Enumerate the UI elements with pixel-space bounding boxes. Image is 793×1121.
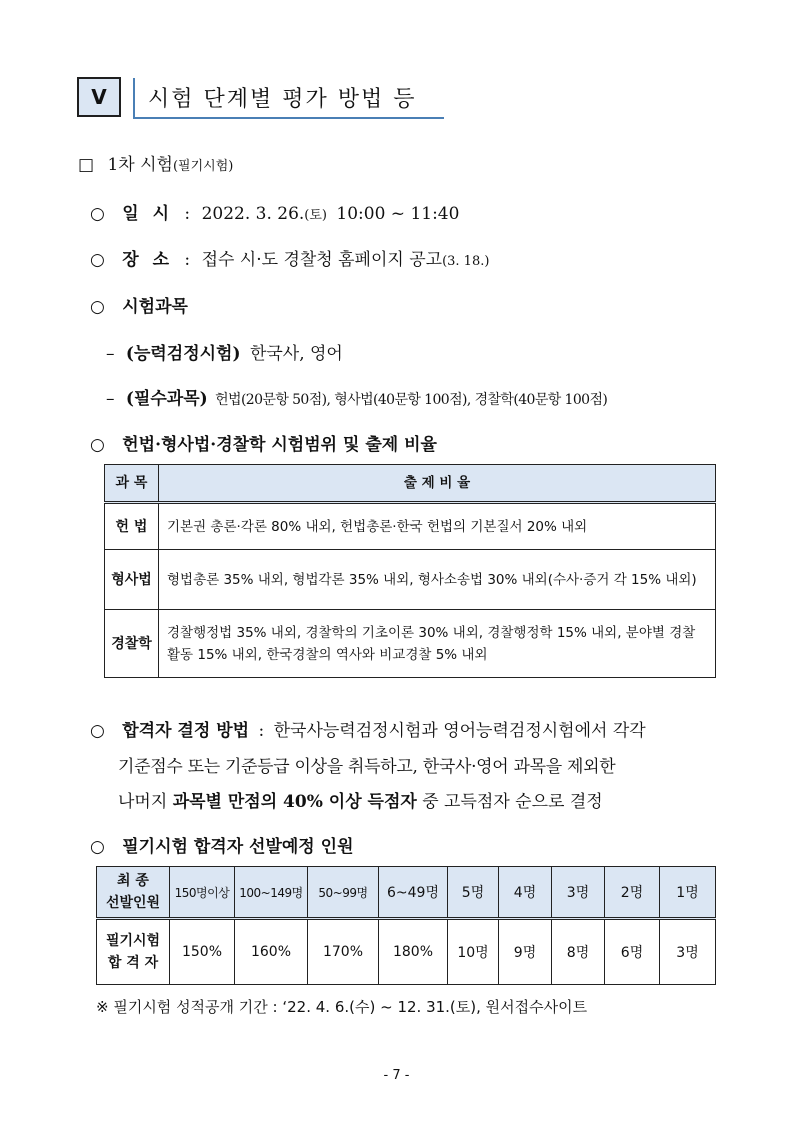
table-row (105, 503, 716, 550)
quota-row-header-written-b: 합 격 자 (107, 955, 159, 971)
subject-line-required (106, 384, 607, 409)
dash-icon: – (106, 344, 115, 364)
pass-method-label: 합격자 결정 방법 (122, 721, 250, 741)
range-subject-cell: 경찰학 (105, 610, 159, 678)
exam-date-line (90, 199, 459, 224)
exam-date-value: 2022. 3. 26. (201, 204, 305, 224)
range-col-ratio: 출 제 비 율 (159, 465, 716, 503)
quota-table (96, 866, 716, 985)
bullet-circle-icon: ○ (90, 435, 105, 455)
quota-row-header-final (97, 867, 170, 919)
quota-heading-line (90, 832, 354, 857)
exam-subjects-line (90, 292, 188, 317)
quota-col-header: 100~149명 (235, 867, 308, 919)
checkbox-square-icon: □ (78, 155, 95, 175)
exam-subjects-label: 시험과목 (122, 297, 188, 317)
range-heading: 헌법·형사법·경찰학 시험범위 및 출제 비율 (122, 435, 437, 455)
quota-value-cell: 8명 (552, 919, 605, 985)
exam-place-date: (3. 18.) (442, 254, 490, 269)
subject-ability-label: (능력검정시험) (125, 344, 241, 364)
exam-date-time: 10:00 ~ 11:40 (336, 204, 460, 224)
exam-place-label: 장 소 (122, 250, 174, 270)
quota-col-header: 3명 (552, 867, 605, 919)
score-release-note: ※ 필기시험 성적공개 기간 : ‘22. 4. 6.(수) ~ 12. 31.(토), 원서접수사이트 (96, 998, 588, 1016)
range-col-subject: 과 목 (105, 465, 159, 503)
quota-col-header: 1명 (660, 867, 716, 919)
bullet-circle-icon: ○ (90, 721, 105, 741)
table-row (105, 550, 716, 610)
subject-ability-value: 한국사, 영어 (249, 344, 343, 364)
pass-method-line1 (90, 716, 646, 741)
pass-method-text2: 기준점수 또는 기준등급 이상을 취득하고, 한국사·영어 과목을 제외한 (118, 757, 616, 777)
section-title: 시험 단계별 평가 방법 등 (148, 87, 417, 112)
range-subject-cell: 헌 법 (105, 503, 159, 550)
exam-date-day: (토) (304, 208, 327, 223)
quota-col-header: 50~99명 (308, 867, 379, 919)
section-divider-vertical (133, 78, 135, 118)
section-number-box (77, 77, 121, 117)
exam1-heading-sub: (필기시험) (172, 159, 234, 174)
range-table-header (105, 465, 716, 503)
pass-method-highlight: 과목별 만점의 40% 이상 득점자 (172, 792, 417, 812)
quota-value-cell: 150% (170, 919, 235, 985)
quota-value-cell: 10명 (448, 919, 499, 985)
subject-required-label: (필수과목) (125, 389, 208, 409)
quota-col-header: 4명 (499, 867, 552, 919)
quota-row-header-final-b: 선발인원 (105, 895, 161, 911)
quota-value-cell: 160% (235, 919, 308, 985)
section-number: V (91, 85, 107, 109)
exam-date-colon: : (184, 204, 191, 224)
range-heading-line (90, 430, 437, 455)
exam-place-value: 접수 시·도 경찰청 홈페이지 공고 (201, 250, 443, 270)
range-ratio-cell: 형법총론 35% 내외, 형법각론 35% 내외, 형사소송법 30% 내외(수사·증거 각 15% 내외) (159, 550, 716, 610)
bullet-circle-icon: ○ (90, 297, 105, 317)
dash-icon: – (106, 389, 115, 409)
quota-col-header: 5명 (448, 867, 499, 919)
subject-required-value: 헌법(20문항 50점), 형사법(40문항 100점), 경찰학(40문항 100점) (215, 392, 608, 408)
exam1-heading (78, 150, 233, 175)
quota-col-header: 2명 (605, 867, 660, 919)
subject-line-ability (106, 339, 343, 364)
quota-row-header-final-a: 최 종 (117, 873, 149, 889)
table-row (105, 610, 716, 678)
bullet-circle-icon: ○ (90, 250, 105, 270)
exam-date-label: 일 시 (122, 204, 174, 224)
pass-method-text1: 한국사능력검정시험과 영어능력검정시험에서 각각 (273, 721, 646, 741)
exam1-heading-text: 1차 시험 (107, 155, 173, 175)
section-divider-horizontal (133, 117, 444, 119)
quota-value-cell: 9명 (499, 919, 552, 985)
pass-method-text3c: 중 고득점자 순으로 결정 (422, 792, 603, 812)
quota-row-header-written (97, 919, 170, 985)
pass-method-line3 (118, 787, 603, 812)
quota-value-cell: 6명 (605, 919, 660, 985)
range-table (104, 464, 716, 678)
bullet-circle-icon: ○ (90, 837, 105, 857)
quota-heading: 필기시험 합격자 선발예정 인원 (122, 837, 354, 857)
quota-col-header: 6~49명 (379, 867, 448, 919)
table-row (97, 919, 716, 985)
quota-table-header (97, 867, 716, 919)
quota-value-cell: 180% (379, 919, 448, 985)
range-subject-cell: 형사법 (105, 550, 159, 610)
quota-col-header: 150명이상 (170, 867, 235, 919)
quota-value-cell: 170% (308, 919, 379, 985)
exam-place-line (90, 245, 489, 270)
exam-place-colon: : (184, 250, 191, 270)
quota-value-cell: 3명 (660, 919, 716, 985)
quota-row-header-written-a: 필기시험 (105, 933, 161, 949)
range-ratio-cell: 경찰행정법 35% 내외, 경찰학의 기초이론 30% 내외, 경찰행정학 15% 내외, 분야별 경찰활동 15% 내외, 한국경찰의 역사와 비교경찰 5% 내외 (159, 610, 716, 678)
range-ratio-cell: 기본권 총론·각론 80% 내외, 헌법총론·한국 헌법의 기본질서 20% 내외 (159, 503, 716, 550)
bullet-circle-icon: ○ (90, 204, 105, 224)
pass-method-colon: : (258, 721, 265, 741)
pass-method-text3a: 나머지 (118, 792, 168, 812)
page-number: - 7 - (383, 1068, 410, 1083)
